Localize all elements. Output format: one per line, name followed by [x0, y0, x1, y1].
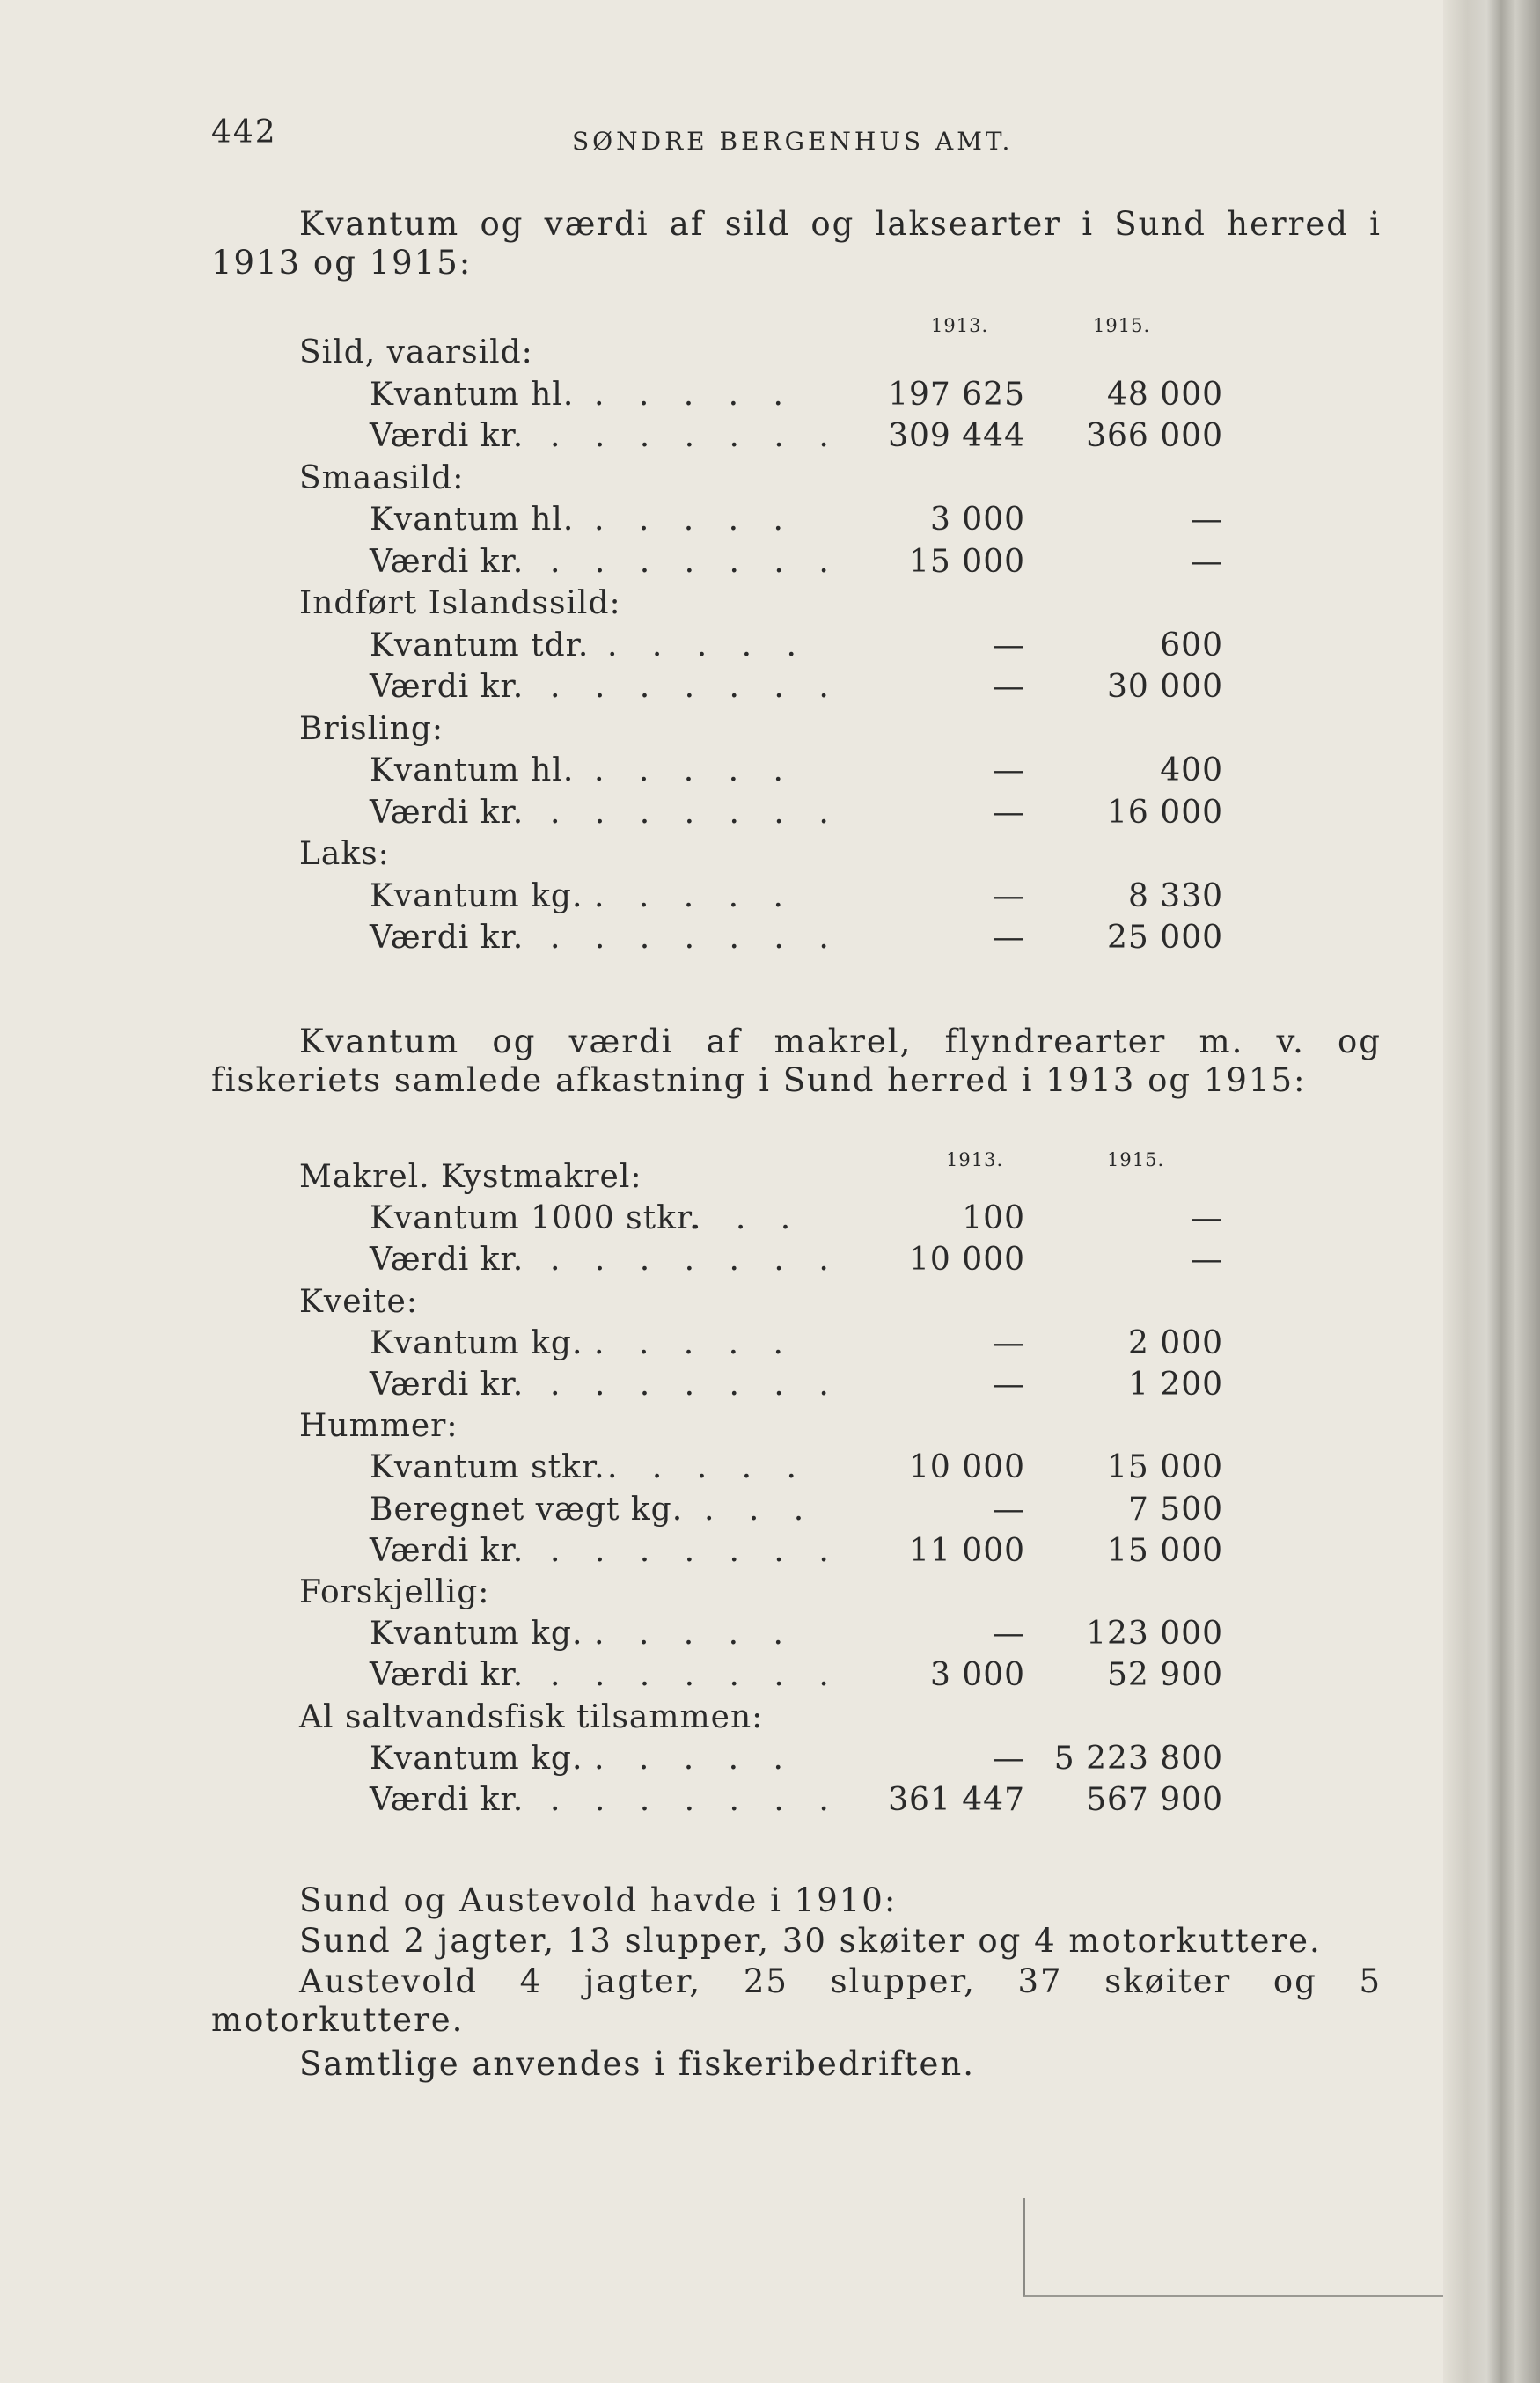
value-1915: 2 000 [1127, 1324, 1223, 1361]
row-label: Al saltvandsfisk tilsammen: [299, 1698, 764, 1735]
table-row [0, 1616, 1461, 1656]
table-row [0, 1367, 1461, 1407]
table-row [0, 1782, 1461, 1822]
value-1913: 15 000 [909, 543, 1025, 580]
value-1913: 11 000 [909, 1532, 1025, 1569]
dot-leader: . . . . . [594, 752, 796, 788]
col-head-1915: 1915. [1093, 315, 1151, 336]
value-1913: — [993, 669, 1025, 705]
row-label: Værdi kr. [370, 920, 524, 956]
table-row [0, 795, 1461, 835]
row-label: Kvantum stkr. [370, 1449, 605, 1486]
table-row [0, 544, 1461, 584]
col-head-1913: 1913. [946, 1149, 1004, 1170]
table-row [0, 1200, 1461, 1241]
table-row [0, 1741, 1461, 1781]
page-number: 442 [211, 114, 277, 150]
dot-leader: . . . . . . . [550, 1532, 841, 1569]
row-label: Kvantum 1000 stkr. [370, 1200, 700, 1237]
table-category-row [0, 1284, 1461, 1324]
value-1915: 7 500 [1127, 1491, 1223, 1528]
dot-leader: . . . . . [594, 1324, 796, 1361]
col-head-1913: 1913. [931, 315, 989, 336]
value-1915: 366 000 [1086, 418, 1223, 454]
row-label: Værdi kr. [370, 1532, 524, 1569]
row-label: Forskjellig: [299, 1574, 490, 1610]
paragraph-austevold-fleet: Austevold 4 jagter, 25 slupper, 37 skøiter og 5 motorkuttere. [211, 1962, 1382, 2039]
table-category-row [0, 836, 1461, 876]
table-category-row [0, 1699, 1461, 1740]
col-head-1915: 1915. [1107, 1149, 1165, 1170]
table-category-row [0, 711, 1461, 752]
table-category-row [0, 1574, 1461, 1615]
table-row [0, 627, 1461, 668]
value-1915: — [1191, 1200, 1223, 1237]
value-1915: 15 000 [1107, 1449, 1223, 1486]
table-row [0, 418, 1461, 458]
dot-leader: . . . . . . . [550, 920, 841, 956]
row-label: Kvantum kg. [370, 1740, 583, 1777]
table-row [0, 878, 1461, 919]
dot-leader: . . . . . . . [550, 669, 841, 705]
table1-caption: Kvantum og værdi af sild og laksearter i Sund herred i 1913 og 1915: [211, 205, 1382, 282]
value-1915: 52 900 [1107, 1657, 1223, 1694]
row-label: Kveite: [299, 1283, 418, 1320]
table-category-row [0, 334, 1461, 375]
row-label: Værdi kr. [370, 1657, 524, 1694]
value-1913: — [993, 1491, 1025, 1528]
value-1915: 400 [1160, 752, 1223, 788]
dot-leader: . . . . . . . [550, 1782, 841, 1818]
row-label: Værdi kr. [370, 669, 524, 705]
dot-leader: . . . . . [594, 376, 796, 413]
dot-leader: . . . . . . . [550, 418, 841, 454]
value-1913: — [993, 1367, 1025, 1403]
row-label: Hummer: [299, 1408, 458, 1445]
table-row [0, 920, 1461, 960]
value-1913: — [993, 627, 1025, 664]
row-label: Indført Islandssild: [299, 585, 621, 621]
table-row [0, 377, 1461, 417]
dot-leader: . . . . . . . [550, 1367, 841, 1403]
table-category-row [0, 1408, 1461, 1448]
row-label: Kvantum tdr. [370, 627, 590, 664]
row-label: Kvantum hl. [370, 502, 575, 538]
value-1913: 309 444 [888, 418, 1025, 454]
row-label: Værdi kr. [370, 418, 524, 454]
table-row [0, 1242, 1461, 1282]
page-header [211, 114, 1426, 158]
table-category-row [0, 585, 1461, 626]
value-1915: 123 000 [1086, 1616, 1223, 1653]
dot-leader: . . . . . [607, 1449, 809, 1486]
value-1915: — [1191, 543, 1223, 580]
table-row [0, 1449, 1461, 1490]
value-1915: 30 000 [1107, 669, 1223, 705]
table-row [0, 502, 1461, 542]
row-label: Brisling: [299, 710, 444, 747]
value-1913: — [993, 1740, 1025, 1777]
row-label: Værdi kr. [370, 1367, 524, 1403]
dot-leader: . . . . . [594, 1616, 796, 1653]
value-1913: 10 000 [909, 1242, 1025, 1279]
value-1913: — [993, 877, 1025, 914]
row-label: Værdi kr. [370, 1242, 524, 1279]
table-row [0, 1657, 1461, 1697]
row-label: Værdi kr. [370, 543, 524, 580]
value-1915: 567 900 [1086, 1782, 1223, 1818]
running-title: SØNDRE BERGENHUS AMT. [572, 127, 1014, 156]
table2-caption: Kvantum og værdi af makrel, flyndrearter m. v. og fiskeriets samlede afkastning i Sund herred i 1913 og 1915: [211, 1023, 1382, 1099]
value-1915: 8 330 [1127, 877, 1223, 914]
value-1915: 48 000 [1107, 376, 1223, 413]
table-category-row [0, 460, 1461, 501]
value-1913: — [993, 1324, 1025, 1361]
value-1913: 100 [962, 1200, 1025, 1237]
dot-leader: . . . . . [594, 877, 796, 914]
scan-frame-mark [1023, 2198, 1448, 2297]
value-1913: — [993, 752, 1025, 788]
dot-leader: . . . . . . . [550, 794, 841, 831]
dot-leader: . . . [691, 1200, 803, 1237]
value-1913: — [993, 920, 1025, 956]
value-1913: 3 000 [929, 502, 1025, 538]
row-label: Kvantum kg. [370, 1616, 583, 1653]
row-label: Værdi kr. [370, 1782, 524, 1818]
value-1915: — [1191, 1242, 1223, 1279]
paragraph-usage: Samtlige anvendes i fiskeribedriften. [299, 2045, 976, 2083]
value-1915: 15 000 [1107, 1532, 1223, 1569]
book-page-edge [1443, 0, 1540, 2383]
row-label: Makrel. Kystmakrel: [299, 1159, 642, 1195]
dot-leader: . . . . . [594, 502, 796, 538]
value-1915: 1 200 [1127, 1367, 1223, 1403]
value-1915: 5 223 800 [1053, 1740, 1223, 1777]
dot-leader: . . . . . . . [550, 1242, 841, 1279]
row-label: Kvantum hl. [370, 752, 575, 788]
value-1913: 10 000 [909, 1449, 1025, 1486]
value-1915: 16 000 [1107, 794, 1223, 831]
dot-leader: . . . . . . . [550, 543, 841, 580]
table-row [0, 1533, 1461, 1573]
paragraph-sund-fleet: Sund 2 jagter, 13 slupper, 30 skøiter og 4 motorkuttere. [299, 1922, 1322, 1960]
dot-leader: . . . . . . . [550, 1657, 841, 1694]
paragraph-fleet-intro: Sund og Austevold havde i 1910: [299, 1881, 898, 1919]
row-label: Laks: [299, 836, 390, 872]
value-1915: — [1191, 502, 1223, 538]
row-label: Smaasild: [299, 459, 465, 496]
row-label: Sild, vaarsild: [299, 334, 533, 370]
value-1913: 197 625 [888, 376, 1025, 413]
row-label: Kvantum kg. [370, 1324, 583, 1361]
row-label: Kvantum hl. [370, 376, 575, 413]
table-row [0, 669, 1461, 709]
table-row [0, 752, 1461, 793]
value-1913: 3 000 [929, 1657, 1025, 1694]
table-row [0, 1492, 1461, 1532]
row-label: Kvantum kg. [370, 877, 583, 914]
value-1915: 25 000 [1107, 920, 1223, 956]
row-label: Værdi kr. [370, 794, 524, 831]
dot-leader: . . . [704, 1491, 817, 1528]
value-1915: 600 [1160, 627, 1223, 664]
dot-leader: . . . . . [594, 1740, 796, 1777]
value-1913: — [993, 794, 1025, 831]
value-1913: 361 447 [888, 1782, 1025, 1818]
table-category-row [0, 1159, 1461, 1199]
table-row [0, 1325, 1461, 1366]
value-1913: — [993, 1616, 1025, 1653]
row-label: Beregnet vægt kg. [370, 1491, 684, 1528]
dot-leader: . . . . . [607, 627, 809, 664]
